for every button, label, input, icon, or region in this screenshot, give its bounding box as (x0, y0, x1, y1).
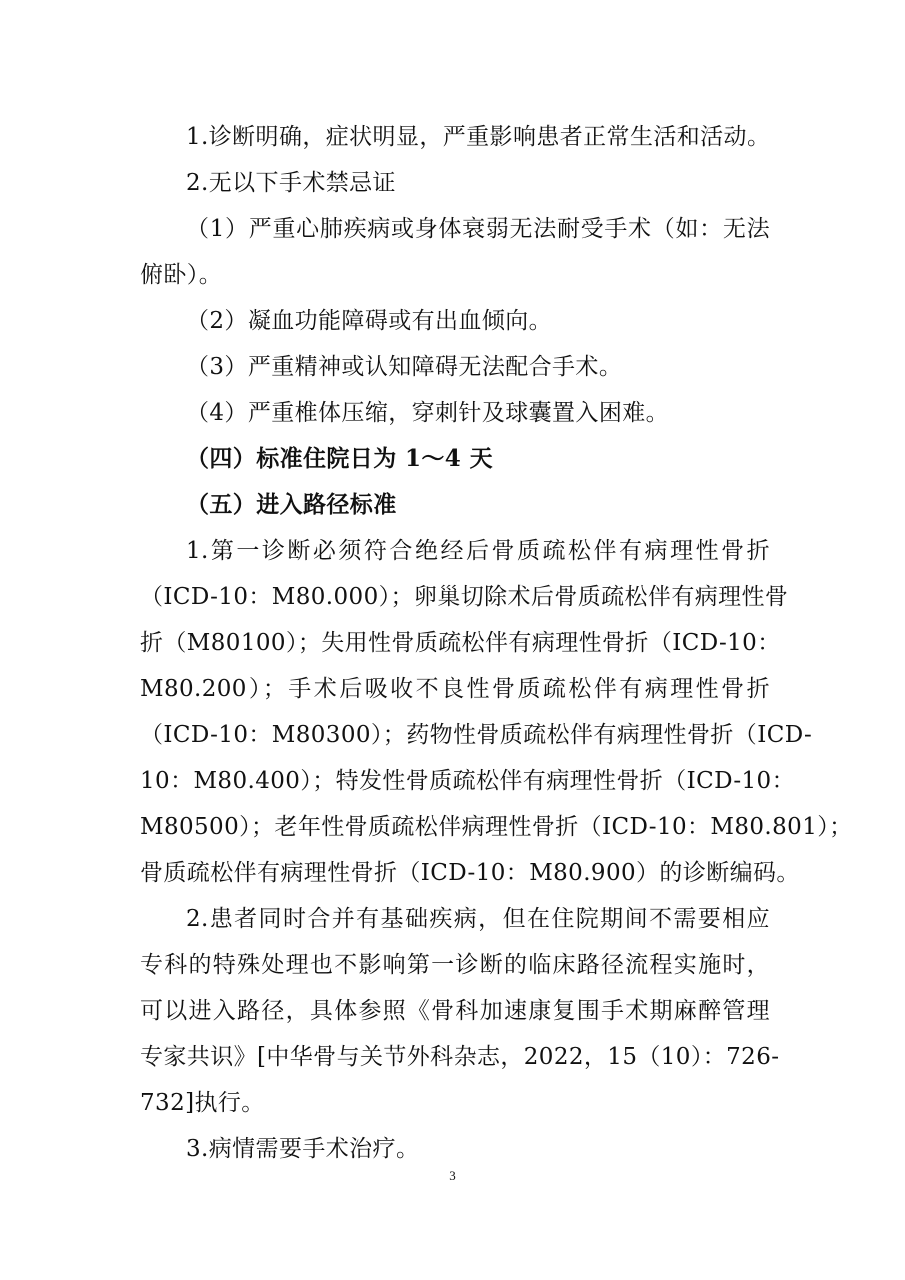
text-line-7: （4）严重椎体压缩，穿刺针及球囊置入困难。 (186, 400, 670, 426)
text-line-5: （2）凝血功能障碍或有出血倾向。 (186, 308, 553, 334)
text-line-21: 专家共识》[中华骨与关节外科杂志，2022，15（10）：726- (140, 1044, 780, 1070)
text-line-16: M80500）；老年性骨质疏松伴病理性骨折（ICD-10：M80.801）； (140, 814, 853, 840)
page-number: 3 (449, 1168, 456, 1183)
text-line-11: （ICD-10：M80.000）；卵巢切除术后骨质疏松伴有病理性骨 (140, 584, 789, 610)
text-line-20: 可以进入路径，具体参照《骨科加速康复围手术期麻醉管理 (140, 998, 770, 1024)
text-line-22: 732]执行。 (140, 1090, 265, 1116)
section-heading-5: （五）进入路径标准 (186, 491, 397, 518)
text-line-18: 2.患者同时合并有基础疾病，但在住院期间不需要相应 (186, 906, 770, 932)
text-line-10: 1.第一诊断必须符合绝经后骨质疏松伴有病理性骨折 (186, 538, 770, 564)
text-line-3: （1）严重心肺疾病或身体衰弱无法耐受手术（如：无法 (186, 216, 770, 242)
text-line-13: M80.200）；手术后吸收不良性骨质疏松伴有病理性骨折 (140, 676, 770, 702)
text-line-14: （ICD-10：M80300）；药物性骨质疏松伴有病理性骨折（ICD- (140, 722, 813, 748)
text-line-19: 专科的特殊处理也不影响第一诊断的临床路径流程实施时， (140, 952, 770, 978)
text-line-15: 10：M80.400）；特发性骨质疏松伴有病理性骨折（ICD-10： (140, 768, 795, 794)
text-line-2: 2.无以下手术禁忌证 (186, 170, 396, 196)
text-line-4: 俯卧）。 (140, 262, 223, 288)
text-line-12: 折（M80100）；失用性骨质疏松伴有病理性骨折（ICD-10： (140, 630, 781, 656)
text-line-1: 1.诊断明确，症状明显，严重影响患者正常生活和活动。 (186, 124, 771, 150)
text-line-17: 骨质疏松伴有病理性骨折（ICD-10：M80.900）的诊断编码。 (140, 860, 800, 886)
section-heading-4: （四）标准住院日为 1～4 天 (186, 445, 494, 472)
text-line-23: 3.病情需要手术治疗。 (186, 1136, 420, 1162)
text-line-6: （3）严重精神或认知障碍无法配合手术。 (186, 354, 623, 380)
